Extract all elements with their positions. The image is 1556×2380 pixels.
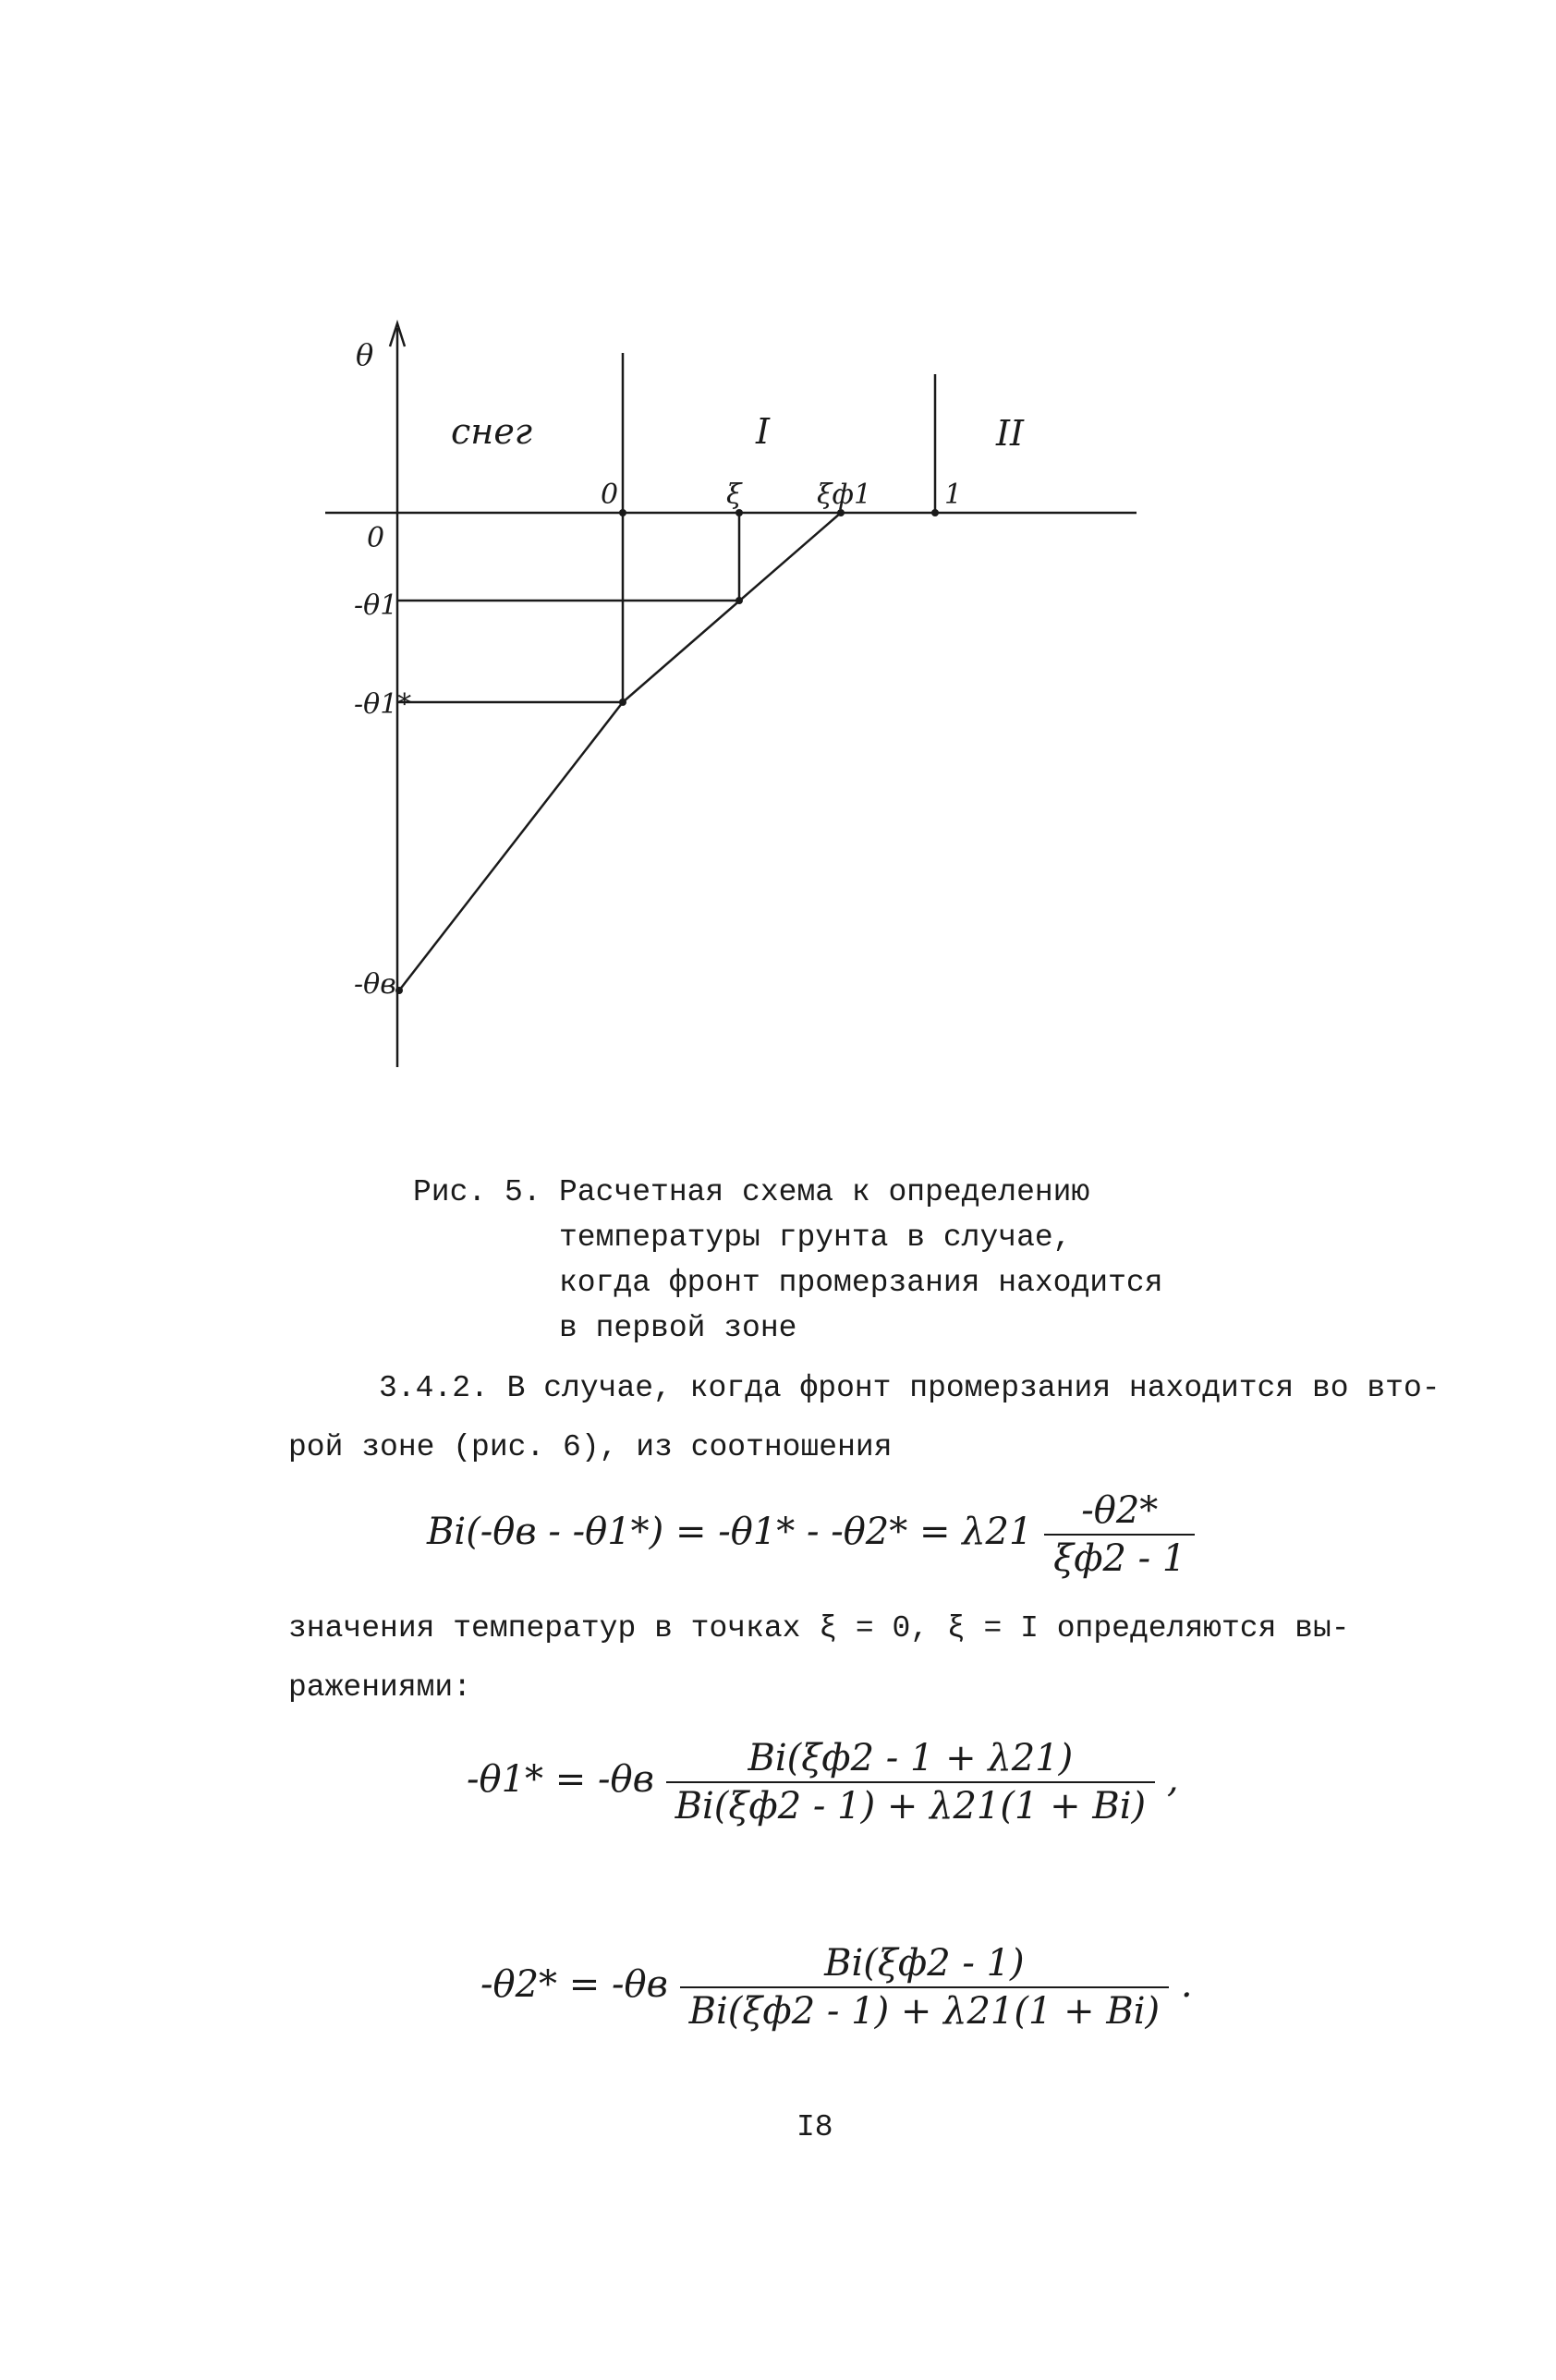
formula-3-left: -θ2* = -θв <box>480 1963 668 2006</box>
paragraph-line-1: 3.4.2. В случае, когда фронт промерзания находится во вто- <box>379 1371 1441 1405</box>
formula-3-fraction <box>680 1942 1170 2033</box>
caption-prefix: Рис. 5. <box>413 1175 541 1209</box>
y-theta1-label: -θ1 <box>354 589 398 622</box>
formula-1 <box>427 1489 1195 1580</box>
page-number: I8 <box>796 2110 833 2144</box>
axis-theta-label: θ <box>356 337 374 372</box>
paragraph-line-2: рой зоне (рис. 6), из соотношения <box>288 1430 893 1464</box>
zone-1-label: I <box>756 411 771 452</box>
formula-2-denominator: Bi(ξф2 - 1) + λ21(1 + Bi) <box>666 1781 1156 1828</box>
caption-line-3: когда фронт промерзания находится <box>559 1266 1163 1300</box>
point-one <box>931 509 939 516</box>
y-theta-b-label: -θв <box>354 968 396 1001</box>
x-zero-label: 0 <box>601 479 619 511</box>
temperature-profile-line <box>399 513 841 990</box>
y-theta1-star-label: -θ1* <box>354 688 412 721</box>
y-zero-label: 0 <box>367 522 385 554</box>
formula-1-fraction <box>1044 1489 1195 1580</box>
formula-2-numerator: Bi(ξф2 - 1 + λ21) <box>748 1737 1074 1779</box>
paragraph-line-3: значения температур в точках ξ = 0, ξ = I определяются вы- <box>288 1611 1350 1645</box>
formula-1-numerator: -θ2* <box>1081 1489 1159 1532</box>
point-theta-b <box>395 987 403 994</box>
caption-line-2: температуры грунта в случае, <box>559 1220 1072 1255</box>
formula-2-fraction <box>666 1737 1156 1828</box>
formula-1-left: Bi(-θв - -θ1*) = -θ1* - -θ2* = λ21 <box>427 1511 1033 1553</box>
formula-1-denominator: ξф2 - 1 <box>1044 1534 1195 1580</box>
formula-2-left: -θ1* = -θв <box>467 1758 654 1801</box>
zone-2-label: II <box>996 413 1025 454</box>
x-xi-f1-label: ξф1 <box>817 479 872 511</box>
figure-5-diagram <box>0 0 1556 1109</box>
point-zero <box>619 509 626 516</box>
formula-3-denominator: Bi(ξф2 - 1) + λ21(1 + Bi) <box>680 1986 1170 2033</box>
caption-line-4: в первой зоне <box>559 1311 797 1345</box>
formula-3-numerator: Bi(ξф2 - 1) <box>824 1942 1025 1985</box>
formula-2 <box>467 1737 1179 1828</box>
formula-2-comma: , <box>1166 1758 1179 1801</box>
point-theta1 <box>735 597 743 604</box>
x-one-label: 1 <box>944 479 963 511</box>
paragraph-line-4: ражениями: <box>288 1670 472 1705</box>
formula-3 <box>480 1942 1193 2033</box>
snow-label: снег <box>451 411 533 452</box>
caption-line-1: Расчетная схема к определению <box>559 1175 1090 1209</box>
x-xi-label: ξ <box>726 479 742 511</box>
formula-3-period: . <box>1180 1963 1193 2006</box>
point-theta1-star <box>619 698 626 706</box>
